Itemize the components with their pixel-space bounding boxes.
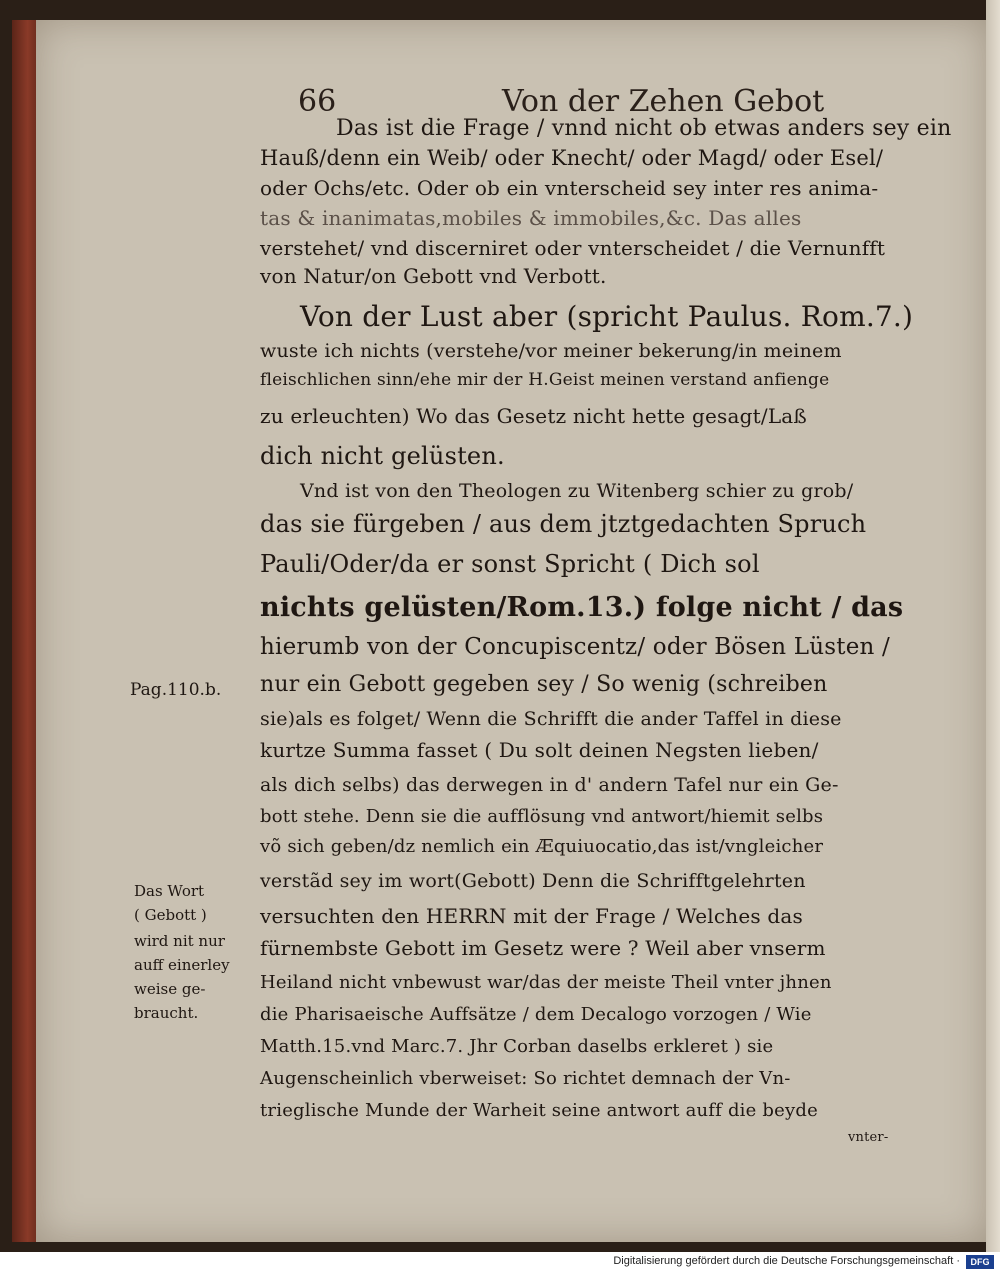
text-line: fleischlichen sinn/ehe mir der H.Geist meinen verstand anfienge: [260, 370, 830, 390]
page-number: 66: [298, 84, 337, 119]
text-line: von Natur/on Gebott vnd Verbott.: [260, 264, 607, 288]
footer: [0, 1252, 1000, 1272]
text-line: oder Ochs/etc. Oder ob ein vnterscheid sey inter res anima-: [260, 176, 879, 200]
text-line: sie)als es folget/ Wenn die Schrifft die ander Taffel in diese: [260, 708, 842, 730]
text-line: das sie fürgeben / aus dem jtztgedachten Spruch: [260, 510, 867, 538]
margin-gloss-line: weise ge-: [134, 980, 206, 998]
text-line: die Pharisaeische Auffsätze / dem Decalogo vorzogen / Wie: [260, 1004, 812, 1025]
text-line: tas & inanimatas,mobiles & immobiles,&c. Das alles: [260, 206, 802, 230]
margin-gloss-line: auff einerley: [134, 956, 230, 974]
margin-gloss-line: braucht.: [134, 1004, 199, 1022]
page-right-edge: [986, 0, 1000, 1252]
text-line: trieglische Munde der Warheit seine antwort auff die beyde: [260, 1100, 818, 1121]
text-line: versuchten den HERRN mit der Frage / Welches das: [260, 904, 803, 928]
text-line: als dich selbs) das derwegen in d' andern Tafel nur ein Ge-: [260, 774, 839, 796]
text-line: nichts gelüsten/Rom.13.) folge nicht / das: [260, 592, 904, 623]
book-page: [36, 20, 988, 1242]
margin-gloss-line: Das Wort: [134, 882, 205, 900]
text-line: kurtze Summa fasset ( Du solt deinen Negsten lieben/: [260, 738, 819, 762]
text-line: Pauli/Oder/da er sonst Spricht ( Dich sol: [260, 550, 760, 578]
text-line: bott stehe. Denn sie die aufflösung vnd antwort/hiemit selbs: [260, 806, 824, 827]
text-line: verstehet/ vnd discerniret oder vnterscheidet / die Vernunfft: [260, 236, 886, 260]
dfg-logo: DFG: [966, 1255, 994, 1269]
text-line: Das ist die Frage / vnnd nicht ob etwas anders sey ein: [336, 116, 952, 141]
margin-gloss-line: wird nit nur: [134, 932, 225, 950]
text-line: dich nicht gelüsten.: [260, 442, 505, 470]
text-line: Von der Lust aber (spricht Paulus. Rom.7.): [300, 300, 914, 333]
text-line: verstãd sey im wort(Gebott) Denn die Schrifftgelehrten: [260, 870, 806, 892]
text-line: Augenscheinlich vberweiset: So richtet demnach der Vn-: [260, 1068, 791, 1089]
running-title: Von der Zehen Gebot: [502, 84, 825, 119]
text-line: zu erleuchten) Wo das Gesetz nicht hette gesagt/Laß: [260, 404, 807, 428]
text-line: Vnd ist von den Theologen zu Witenberg schier zu grob/: [300, 480, 854, 502]
catchword: vnter-: [848, 1130, 889, 1145]
text-line: wuste ich nichts (verstehe/vor meiner bekerung/in meinem: [260, 340, 842, 362]
margin-page-reference: Pag.110.b.: [130, 680, 222, 700]
text-line: Heiland nicht vnbewust war/das der meiste Theil vnter jhnen: [260, 972, 832, 993]
text-line: hierumb von der Concupiscentz/ oder Bösen Lüsten /: [260, 634, 890, 660]
text-line: fürnembste Gebott im Gesetz were ? Weil aber vnserm: [260, 936, 826, 960]
text-line: nur ein Gebott gegeben sey / So wenig (schreiben: [260, 672, 828, 697]
text-line: Matth.15.vnd Marc.7. Jhr Corban daselbs erkleret ) sie: [260, 1036, 774, 1057]
margin-gloss-line: ( Gebott ): [134, 906, 207, 924]
text-line: Hauß/denn ein Weib/ oder Knecht/ oder Magd/ oder Esel/: [260, 146, 884, 170]
footer-credit: Digitalisierung gefördert durch die Deutsche Forschungsgemeinschaft ·: [613, 1255, 960, 1267]
text-line: võ sich geben/dz nemlich ein Æquiuocatio,das ist/vngleicher: [260, 836, 824, 857]
book-spine-edge: [12, 20, 38, 1242]
